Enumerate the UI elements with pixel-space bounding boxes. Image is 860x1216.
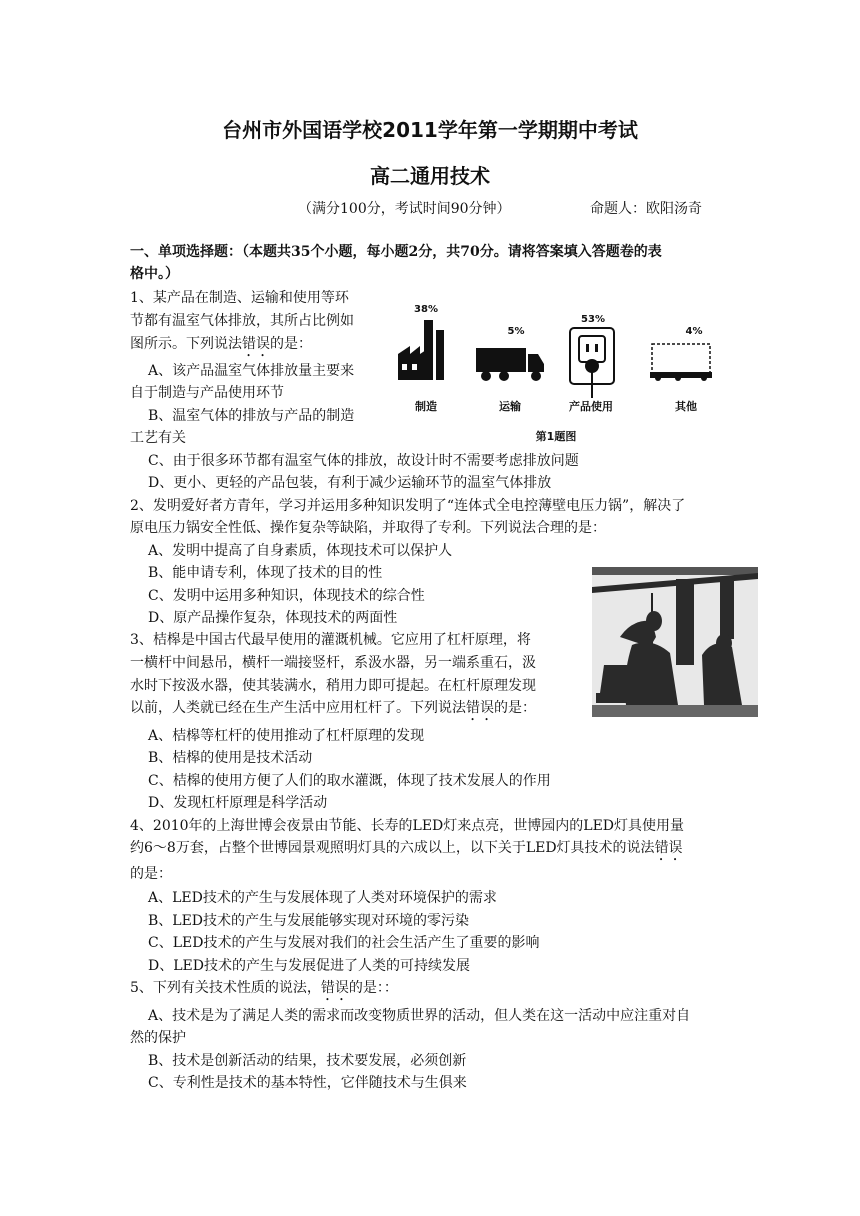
q3-stem-line2: 一横杆中间悬吊，横杆一端接竖杆，系汲水器，另一端系重石，汲 xyxy=(130,655,536,671)
socket-icon xyxy=(570,328,614,398)
q3-option-a: A、桔槔等杠杆的使用推动了杠杆原理的发现 xyxy=(148,728,425,744)
q2-option-d: D、原产品操作复杂，体现技术的两面性 xyxy=(148,610,398,626)
q2-stem-line1: 2、发明爱好者方青年，学习并运用多种知识发明了“连体式全电控薄壁电压力锅”，解决了 xyxy=(130,498,686,514)
q1-stem-line2: 节都有温室气体排放，其所占比例如 xyxy=(130,313,354,329)
other-icon xyxy=(650,344,712,381)
q1-option-b: B、温室气体的排放与产品的制造 xyxy=(148,408,355,424)
q1-option-a-cont: 自于制造与产品使用环节 xyxy=(130,385,284,401)
q2-option-b: B、能申请专利，体现了技术的目的性 xyxy=(148,565,383,581)
q3-stem-line3: 水时下按汲水器，使其装满水，稍用力即可提起。在杠杆原理发现 xyxy=(130,678,536,694)
subject-title: 高二通用技术 xyxy=(370,164,490,188)
q4-option-b: B、LED技术的产生与发展能够实现对环境的零污染 xyxy=(148,913,470,929)
q4-stem-line1: 4、2010年的上海世博会夜景由节能、长寿的LED灯来点亮，世博园内的LED灯具使用量 xyxy=(130,818,685,834)
exam-author: 命题人：欧阳汤奇 xyxy=(590,201,702,217)
q3-emphasis: 错误 xyxy=(466,700,494,716)
fig1-caption: 第1题图 xyxy=(535,430,577,443)
q3-stem-line4: 以前，人类就已经在生产生活中应用杠杆了。下列说法错误的是： xyxy=(130,700,536,716)
q3-stem-line1: 3、桔槔是中国古代最早使用的灌溉机械。它应用了杠杆原理，将 xyxy=(130,632,531,648)
q5-option-a: A、技术是为了满足人类的需求而改变物质世界的活动，但人类在这一活动中应注重对自 xyxy=(148,1008,691,1024)
fig1-label-other: 其他 xyxy=(675,400,697,413)
q1-stem-line1: 1、某产品在制造、运输和使用等环 xyxy=(130,290,349,306)
q3-option-b: B、桔槔的使用是技术活动 xyxy=(148,750,313,766)
q1-option-a: A、该产品温室气体排放量主要来 xyxy=(148,363,355,379)
q1-option-c: C、由于很多环节都有温室气体的排放，故设计时不需要考虑排放问题 xyxy=(148,453,579,469)
q5-option-b: B、技术是创新活动的结果，技术要发展，必须创新 xyxy=(148,1053,467,1069)
q2-option-a: A、发明中提高了自身素质，体现技术可以保护人 xyxy=(148,543,453,559)
q3-option-d: D、发现杠杆原理是科学活动 xyxy=(148,795,328,811)
q5-option-a-cont: 然的保护 xyxy=(130,1030,186,1046)
fig1-label-use: 产品使用 xyxy=(569,400,613,413)
fig1-pct-other: 4% xyxy=(685,326,703,337)
q5-emphasis: 错误 xyxy=(320,980,349,996)
factory-icon xyxy=(398,320,444,380)
q4-option-d: D、LED技术的产生与发展促进了人类的可持续发展 xyxy=(148,958,470,974)
exam-title: 台州市外国语学校2011学年第一学期期中考试 xyxy=(222,118,638,142)
q1-option-b-cont: 工艺有关 xyxy=(130,430,186,446)
q1-stem-line3: 图所示。下列说法错误的是： xyxy=(130,336,312,352)
fig1-pct-use: 53% xyxy=(581,314,605,325)
section-heading-cont: 格中。） xyxy=(130,266,179,282)
section-heading: 一、单项选择题：（本题共35个小题，每小题2分，共70分。请将答案填入答题卷的表 xyxy=(130,244,662,260)
q4-option-a: A、LED技术的产生与发展体现了人类对环境保护的需求 xyxy=(148,890,497,906)
q4-stem-line3: 的是： xyxy=(130,866,172,882)
truck-icon xyxy=(476,348,544,381)
q1-figure xyxy=(388,298,728,448)
q3-option-c: C、桔槔的使用方便了人们的取水灌溉，体现了技术发展人的作用 xyxy=(148,773,551,789)
q1-option-d: D、更小、更轻的产品包装，有利于减少运输环节的温室气体排放 xyxy=(148,475,552,491)
q3-shadoof-illustration xyxy=(592,567,758,717)
fig1-pct-transport: 5% xyxy=(507,326,525,337)
fig1-pct-manufacture: 38% xyxy=(414,304,438,315)
fig1-label-manufacture: 制造 xyxy=(415,400,437,413)
q4-option-c: C、LED技术的产生与发展对我们的社会生活产生了重要的影响 xyxy=(148,935,540,951)
q5-stem: 5、下列有关技术性质的说法，错误的是：： xyxy=(130,980,398,996)
q5-option-c: C、专利性是技术的基本特性，它伴随技术与生俱来 xyxy=(148,1075,467,1091)
q2-stem-line2: 原电压力锅安全性低、操作复杂等缺陷，并取得了专利。下列说法合理的是： xyxy=(130,520,606,536)
exam-info: （满分100分，考试时间90分钟） xyxy=(298,201,511,217)
q4-stem-line2: 约6～8万套，占整个世博园景观照明灯具的六成以上，以下关于LED灯具技术的说法错误 xyxy=(130,840,683,856)
fig1-label-transport: 运输 xyxy=(499,400,521,413)
q2-option-c: C、发明中运用多种知识，体现技术的综合性 xyxy=(148,588,425,604)
q4-emphasis: 错误 xyxy=(654,840,683,856)
q1-emphasis: 错误 xyxy=(242,336,270,352)
